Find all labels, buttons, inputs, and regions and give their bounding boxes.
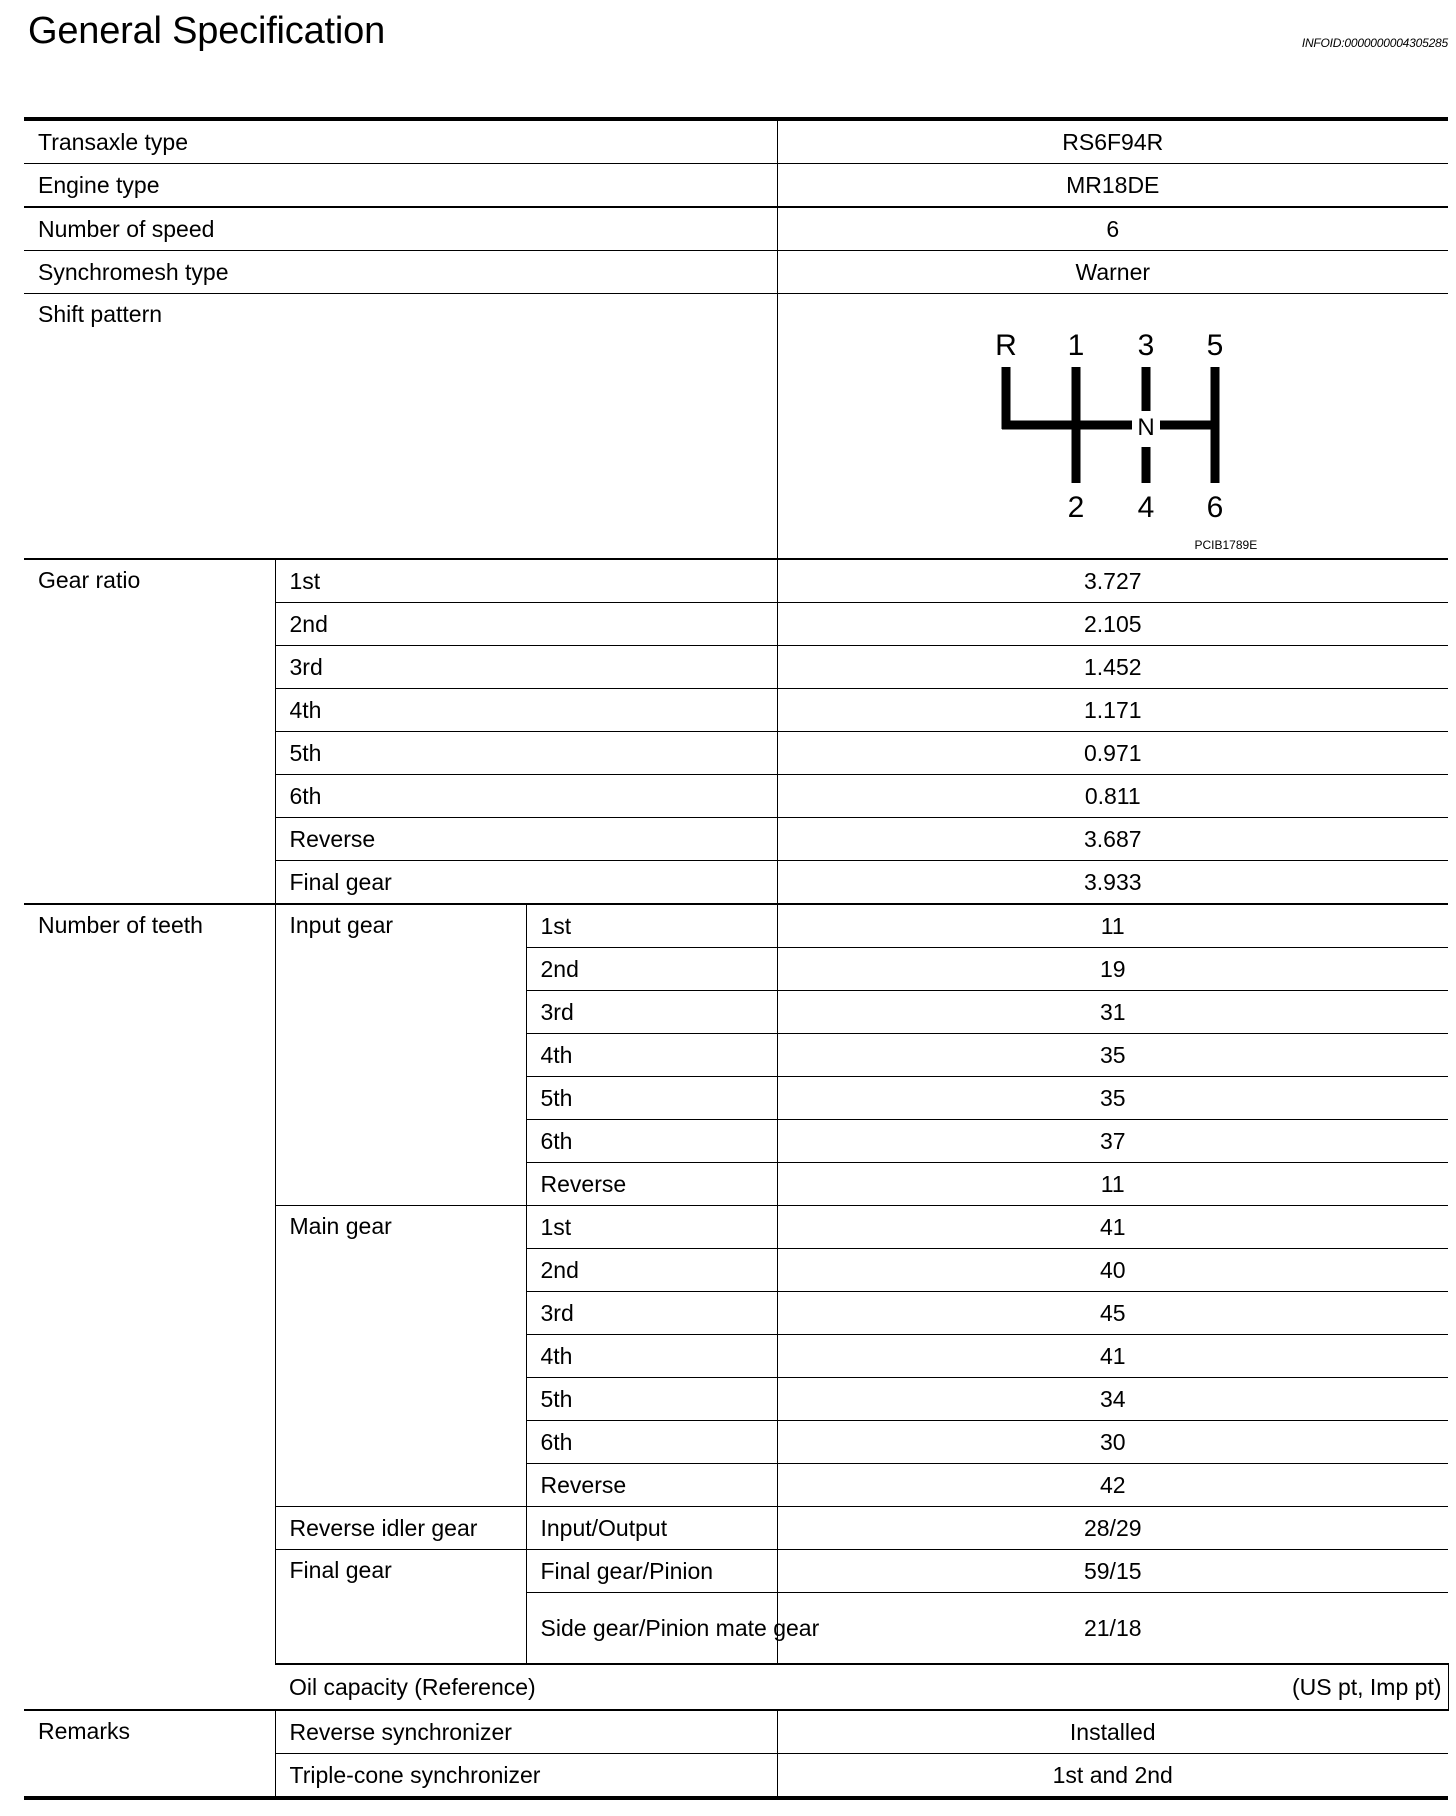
gear-name: Side gear/Pinion mate gear: [526, 1593, 777, 1665]
gear-ratio-row: [24, 559, 1448, 603]
gear-value: 30: [777, 1421, 1448, 1464]
gear-value: 3.933: [777, 861, 1448, 905]
gear-name: 1st: [526, 904, 777, 948]
gear-name: 4th: [526, 1034, 777, 1077]
shift-label-1: 1: [1067, 329, 1084, 362]
remark-item: Triple-cone synchronizer: [275, 1754, 777, 1799]
final-gear-label: Final gear: [275, 1550, 526, 1665]
gear-value: 34: [777, 1378, 1448, 1421]
gear-value: 42: [777, 1464, 1448, 1507]
gear-name: Final gear: [275, 861, 777, 905]
oil-unit: (US pt, Imp pt): [1291, 1674, 1442, 1700]
gear-value: 1.452: [777, 646, 1448, 689]
gear-name: Reverse: [275, 818, 777, 861]
main-gear-label: Main gear: [275, 1206, 526, 1507]
gear-name: 6th: [275, 775, 777, 818]
row-label: Shift pattern: [24, 294, 777, 560]
gear-value: 31: [777, 991, 1448, 1034]
gear-name: Final gear/Pinion: [526, 1550, 777, 1593]
gear-value: 59/15: [777, 1550, 1448, 1593]
shift-label-neutral: N: [1136, 414, 1155, 441]
gear-value: 0.811: [777, 775, 1448, 818]
shift-pattern-diagram: [778, 295, 1449, 557]
shift-label-4: 4: [1137, 491, 1154, 524]
row-label: Engine type: [24, 164, 777, 208]
gear-value: 35: [777, 1077, 1448, 1120]
gear-name: Reverse: [526, 1163, 777, 1206]
gear-name: 5th: [526, 1378, 777, 1421]
row-label: Number of speed: [24, 207, 777, 251]
shift-label-r: R: [994, 329, 1017, 362]
gear-name: 2nd: [275, 603, 777, 646]
gear-value: 3.727: [777, 559, 1448, 603]
gear-name: 1st: [275, 559, 777, 603]
spec-row-transaxle: [24, 119, 1448, 164]
reverse-idler-label: Reverse idler gear: [275, 1507, 526, 1550]
oil-label-text: Oil capacity (Reference): [289, 1674, 536, 1700]
input-gear-label: Input gear: [275, 904, 526, 1206]
gear-value: 2.105: [777, 603, 1448, 646]
gear-ratio-label: Gear ratio: [24, 559, 275, 904]
gear-value: 21/18: [777, 1593, 1448, 1665]
diagram-code: PCIB1789E: [1194, 538, 1258, 552]
shift-pattern-graphic: [993, 329, 1233, 525]
gear-name: 3rd: [275, 646, 777, 689]
shift-label-3: 3: [1137, 329, 1154, 362]
page-title: General Specification: [28, 10, 386, 52]
spec-row-engine: [24, 164, 1448, 208]
gear-name: Input/Output: [526, 1507, 777, 1550]
shift-label-2: 2: [1067, 491, 1084, 524]
gear-value: 0.971: [777, 732, 1448, 775]
gear-name: 3rd: [526, 1292, 777, 1335]
oil-capacity-label: [275, 1664, 1448, 1710]
shift-label-5: 5: [1206, 329, 1223, 362]
remarks-label: Remarks: [24, 1710, 275, 1798]
gear-value: 19: [777, 948, 1448, 991]
gear-value: 41: [777, 1335, 1448, 1378]
gear-name: 6th: [526, 1120, 777, 1163]
teeth-row: [24, 904, 1448, 948]
row-value: Warner: [777, 251, 1448, 294]
gear-value: 11: [777, 1163, 1448, 1206]
gear-name: 5th: [526, 1077, 777, 1120]
row-value: MR18DE: [777, 164, 1448, 208]
shift-pattern-cell: [777, 294, 1448, 560]
gear-name: 4th: [275, 689, 777, 732]
gear-value: 28/29: [777, 1507, 1448, 1550]
gear-value: 37: [777, 1120, 1448, 1163]
shift-gate-lines: [1002, 367, 1219, 483]
spec-table: [24, 117, 1448, 1800]
gear-value: 11: [777, 904, 1448, 948]
spec-row-shift-pattern: [24, 294, 1448, 560]
gear-value: 45: [777, 1292, 1448, 1335]
gear-value: 41: [777, 1206, 1448, 1249]
gear-name: 3rd: [526, 991, 777, 1034]
info-id: INFOID:0000000004305285: [1301, 36, 1448, 50]
gear-name: 5th: [275, 732, 777, 775]
gear-name: Reverse: [526, 1464, 777, 1507]
gear-value: 35: [777, 1034, 1448, 1077]
gear-name: 2nd: [526, 1249, 777, 1292]
row-value: 6: [777, 207, 1448, 251]
remark-value: Installed: [777, 1710, 1448, 1754]
gear-name: 6th: [526, 1421, 777, 1464]
gear-value: 40: [777, 1249, 1448, 1292]
spec-row-speed: [24, 207, 1448, 251]
remarks-row: [24, 1710, 1448, 1754]
row-label: Synchromesh type: [24, 251, 777, 294]
gear-name: 2nd: [526, 948, 777, 991]
remark-item: Reverse synchronizer: [275, 1710, 777, 1754]
gear-value: 1.171: [777, 689, 1448, 732]
spec-row-synchromesh: [24, 251, 1448, 294]
row-label: Transaxle type: [24, 119, 777, 164]
teeth-label: Number of teeth: [24, 904, 275, 1710]
gear-name: 4th: [526, 1335, 777, 1378]
row-value: RS6F94R: [777, 119, 1448, 164]
remark-value: 1st and 2nd: [777, 1754, 1448, 1799]
gear-value: 3.687: [777, 818, 1448, 861]
gear-name: 1st: [526, 1206, 777, 1249]
shift-label-6: 6: [1206, 491, 1223, 524]
